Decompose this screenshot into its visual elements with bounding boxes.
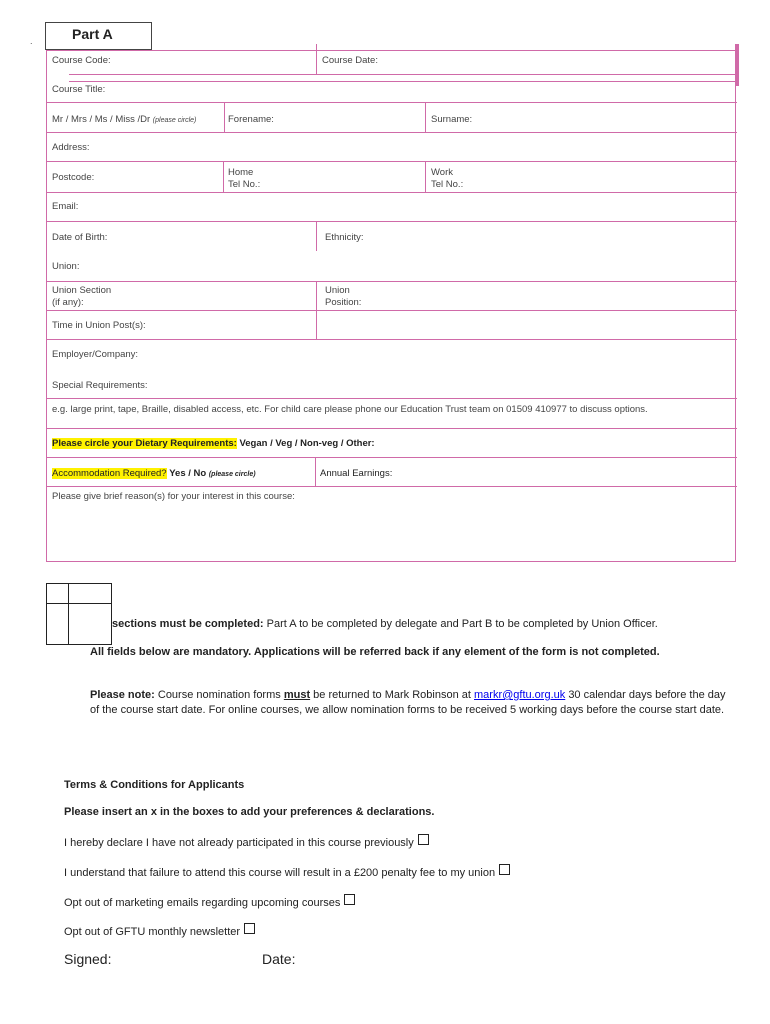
union-section-field[interactable] — [52, 285, 111, 309]
ethnicity-field[interactable]: Ethnicity: — [325, 232, 364, 243]
annual-earnings-field[interactable]: Annual Earnings: — [320, 468, 393, 479]
special-requirements-field[interactable]: Special Requirements: — [52, 380, 148, 391]
col-divider — [316, 44, 317, 74]
accommodation-label: Accommodation Required? — [52, 468, 167, 479]
col-divider — [425, 162, 426, 192]
row-divider — [47, 339, 737, 340]
note-part1: Course nomination forms — [157, 689, 281, 701]
col-divider — [315, 457, 316, 486]
sections-bold: sections must be completed: — [112, 618, 264, 630]
union-position-line2: Position: — [325, 297, 362, 308]
sections-rest: Part A to be completed by delegate and Part B to be completed by Union Officer. — [266, 618, 658, 630]
home-tel-field[interactable] — [228, 167, 260, 191]
please-circle-note: (please circle) — [152, 117, 197, 124]
note-must: must — [283, 689, 311, 701]
union-position-field[interactable] — [325, 285, 361, 309]
row-divider — [47, 50, 737, 51]
forename-field[interactable]: Forename: — [228, 114, 274, 125]
email-link[interactable]: markr@gftu.org.uk — [474, 689, 566, 701]
surname-field[interactable]: Surname: — [431, 114, 473, 125]
part-a-label: Part A — [45, 22, 152, 50]
please-note — [90, 688, 730, 718]
optout-marketing-text: Opt out of marketing emails regarding upcoming courses — [64, 897, 341, 909]
table-grid-icon — [46, 583, 112, 645]
optout-marketing-checkbox[interactable] — [344, 894, 355, 905]
work-tel-line2: Tel No.: — [431, 179, 464, 190]
declare-row — [64, 834, 429, 851]
application-form — [46, 50, 736, 562]
row-divider — [47, 281, 737, 282]
address-field[interactable]: Address: — [52, 142, 90, 153]
dietary-field[interactable] — [52, 438, 375, 450]
dietary-label: Please circle your Dietary Requirements: — [52, 438, 237, 449]
optout-marketing-row — [64, 894, 355, 911]
home-tel-line2: Tel No.: — [228, 179, 261, 190]
sections-instruction — [112, 617, 732, 632]
col-divider — [316, 222, 317, 251]
stray-dot: . — [30, 36, 33, 46]
row-divider — [47, 221, 737, 222]
signed-field[interactable]: Signed: — [64, 951, 112, 967]
row-divider — [47, 192, 737, 193]
row-divider — [47, 161, 737, 162]
reason-field[interactable]: Please give brief reason(s) for your interest in this course: — [52, 491, 295, 502]
col-divider — [316, 281, 317, 339]
time-in-post-field[interactable]: Time in Union Post(s): — [52, 320, 146, 331]
row-divider — [47, 132, 737, 133]
work-tel-line1: Work — [431, 167, 453, 178]
penalty-text: I understand that failure to attend this course will result in a £200 penalty fee to my union — [64, 867, 496, 879]
row-divider — [47, 310, 737, 311]
course-code-field[interactable]: Course Code: — [52, 55, 111, 66]
date-field[interactable]: Date: — [262, 951, 296, 967]
title-options: Mr / Mrs / Ms / Miss /Dr — [52, 114, 151, 125]
declare-text: I hereby declare I have not already participated in this course previously — [64, 837, 414, 849]
row-divider — [47, 457, 737, 458]
table-grid-icon — [68, 583, 69, 645]
penalty-checkbox[interactable] — [499, 864, 510, 875]
col-divider — [224, 103, 225, 132]
terms-instruction: Please insert an x in the boxes to add your preferences & declarations. — [64, 806, 435, 818]
special-requirements-note: e.g. large print, tape, Braille, disabled access, etc. For child care please phone our Education Trust team on 01509 410977 to discuss options. — [52, 404, 648, 415]
dietary-options: Vegan / Veg / Non-veg / Other: — [239, 438, 375, 449]
accommodation-circle-note: (please circle) — [208, 471, 256, 478]
row-divider — [47, 428, 737, 429]
note-part2: be returned to Mark Robinson at — [313, 689, 471, 701]
table-grid-icon — [46, 603, 112, 604]
employer-field[interactable]: Employer/Company: — [52, 349, 139, 360]
union-section-line2: (if any): — [52, 297, 84, 308]
dob-field[interactable]: Date of Birth: — [52, 232, 108, 243]
union-field[interactable]: Union: — [52, 261, 80, 272]
note-label: Please note: — [90, 689, 155, 701]
col-divider — [425, 103, 426, 132]
postcode-field[interactable]: Postcode: — [52, 172, 95, 183]
work-tel-field[interactable] — [431, 167, 463, 191]
penalty-row — [64, 864, 510, 881]
row-divider — [47, 486, 737, 487]
accommodation-field[interactable] — [52, 468, 256, 481]
home-tel-line1: Home — [228, 167, 254, 178]
union-position-line1: Union — [325, 285, 350, 296]
row-divider — [47, 102, 737, 103]
row-divider — [69, 74, 737, 75]
terms-title: Terms & Conditions for Applicants — [64, 779, 245, 791]
row-divider — [69, 81, 737, 82]
note-part3: 30 calendar days before the day of the course start date. For online courses, we allow nomination forms to be received 5 working days before the course start date. — [90, 689, 726, 716]
accommodation-options: Yes / No — [169, 468, 207, 479]
optout-newsletter-checkbox[interactable] — [244, 923, 255, 934]
email-field[interactable]: Email: — [52, 201, 79, 212]
course-title-field[interactable]: Course Title: — [52, 84, 106, 95]
optout-newsletter-row — [64, 923, 255, 940]
mandatory-notice: All fields below are mandatory. Applications will be referred back if any element of the form is not completed. — [90, 646, 660, 658]
title-field[interactable] — [52, 114, 196, 127]
optout-newsletter-text: Opt out of GFTU monthly newsletter — [64, 926, 241, 938]
union-section-line1: Union Section — [52, 285, 112, 296]
declare-checkbox[interactable] — [418, 834, 429, 845]
row-divider — [47, 398, 737, 399]
course-date-field[interactable]: Course Date: — [322, 55, 378, 66]
col-divider — [223, 162, 224, 192]
